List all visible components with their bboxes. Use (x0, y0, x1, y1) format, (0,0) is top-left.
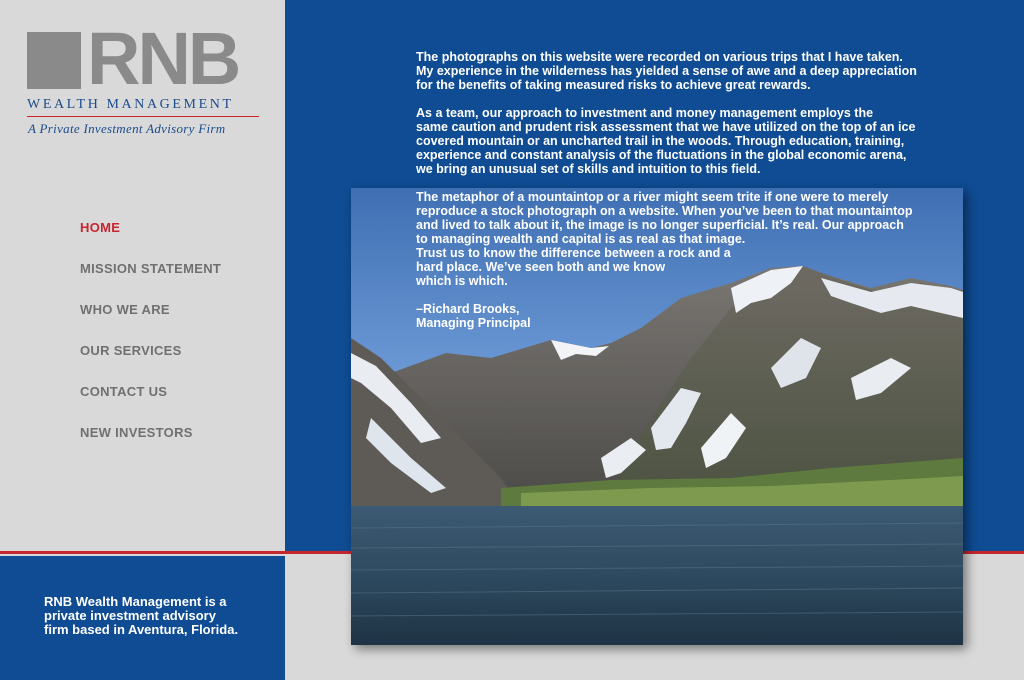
text-line: covered mountain or an uncharted trail in the woods. Through education, training, (416, 134, 905, 148)
logo-tagline: A Private Investment Advisory Firm (28, 121, 226, 136)
blurb-line: private investment advisory (44, 608, 216, 623)
company-blurb (44, 595, 264, 637)
nav-item-new-investors[interactable]: NEW INVESTORS (80, 425, 193, 440)
paragraph-photographs (416, 50, 956, 92)
text-line: Trust us to know the difference between a rock and a (416, 246, 731, 260)
text-line: As a team, our approach to investment and money management employs the (416, 106, 874, 120)
signature-name: –Richard Brooks, (416, 302, 520, 316)
logo-mark: RNB (87, 17, 239, 100)
logo-subtitle: WEALTH MANAGEMENT (27, 97, 234, 112)
text-line: The photographs on this website were recorded on various trips that I have taken. (416, 50, 903, 64)
nav-item-our-services[interactable]: OUR SERVICES (80, 343, 182, 358)
nav-item-contact-us[interactable]: CONTACT US (80, 384, 168, 399)
logo-square-icon (27, 32, 81, 89)
signature-title: Managing Principal (416, 316, 531, 330)
text-line: for the benefits of taking measured risks to achieve great rewards. (416, 78, 811, 92)
text-line: The metaphor of a mountaintop or a river might seem trite if one were to merely (416, 190, 889, 204)
text-line: reproduce a stock photograph on a website. When you’ve been to that mountaintop (416, 204, 913, 218)
nav-item-mission-statement[interactable]: MISSION STATEMENT (80, 261, 222, 276)
text-line: experience and constant analysis of the fluctuations in the global economic arena, (416, 148, 907, 162)
nav-item-who-we-are[interactable]: WHO WE ARE (80, 302, 170, 317)
nav-item-home[interactable]: HOME (80, 220, 121, 235)
paragraph-metaphor (416, 190, 956, 288)
signature (416, 302, 956, 330)
blurb-line: RNB Wealth Management is a (44, 594, 227, 609)
main-nav (80, 220, 221, 466)
text-line: to managing wealth and capital is as real as that image. (416, 232, 746, 246)
text-line: My experience in the wilderness has yielded a sense of awe and a deep appreciation (416, 64, 917, 78)
text-line: same caution and prudent risk assessment that we have utilized on the top of an ice (416, 120, 916, 134)
logo[interactable] (27, 17, 267, 140)
blurb-line: firm based in Aventura, Florida. (44, 622, 239, 637)
intro-copy (416, 50, 956, 344)
text-line: hard place. We’ve seen both and we know (416, 260, 666, 274)
paragraph-team-approach (416, 106, 956, 176)
text-line: and lived to talk about it, the image is no longer superficial. It’s real. Our approach (416, 218, 904, 232)
text-line: we bring an unusual set of skills and intuition to this field. (416, 162, 761, 176)
logo-divider (27, 116, 259, 117)
text-line: which is which. (416, 274, 508, 288)
